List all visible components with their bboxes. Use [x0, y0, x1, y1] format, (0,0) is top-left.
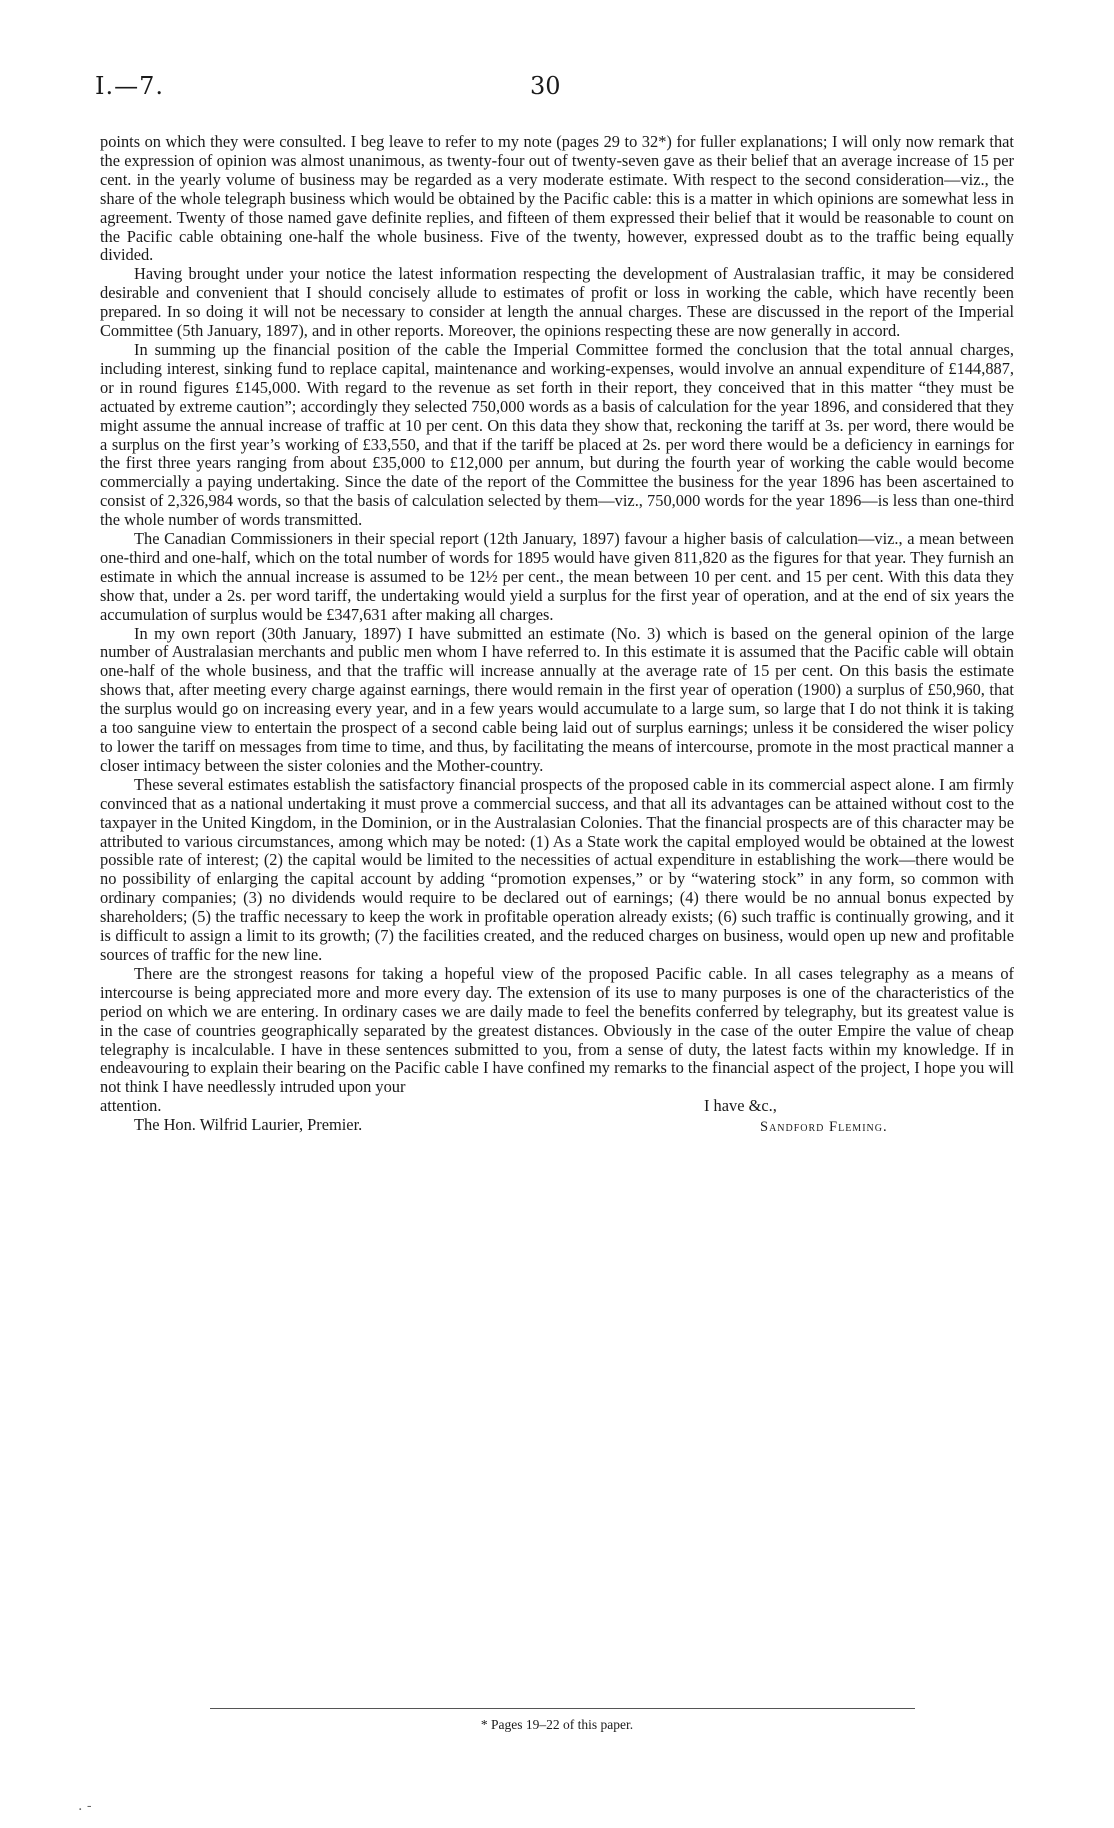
paragraph-traffic: Having brought under your notice the latest information respecting the development of Australasian traffic, it may be considered desirable and convenient that I should concisely allude to estimates of profit or loss in working the cable, which have recently been prepared. In so doing it will not be necessary to consider at length the annual charges. These are discussed in the report of the Imperial Committee (5th January, 1897), and in other reports. Moreover, the opinions respecting these are now generally in accord.: [100, 264, 1014, 341]
paragraph-financial-prospects: These several estimates establish the satisfactory financial prospects of the proposed cable in its commercial aspect alone. I am firmly convinced that as a national undertaking it must prove a commercial success, and that all its advantages can be attained without cost to the taxpayer in the United Kingdom, in the Dominion, or in the Australasian Colonies. That the financial prospects are of this character may be attributed to various circumstances, among which may be noted: (1) As a State work the capital employed would be obtained at the lowest possible rate of interest; (2) the capital would be limited to the necessities of actual expenditure in establishing the work—there would be no possibility of enlarging the capital account by adding “promotion expenses,” or by “watering stock” in any form, so common with ordinary companies; (3) no dividends would require to be declared out of earnings; (4) there would be no annual bonus expected by shareholders; (5) the traffic necessary to keep the work in profitable operation already exists; (6) such traffic is continually growing, and it is difficult to assign a limit to its growth; (7) the facilities created, and the reduced charges on business, would open up new and profitable sources of traffic for the new line.: [100, 774, 1014, 964]
closing-last-word: attention.: [100, 1096, 162, 1116]
section-reference: I.—7.: [95, 72, 165, 100]
paragraph-conclusion: There are the strongest reasons for taking a hopeful view of the proposed Pacific cable. In all cases telegraphy as a means of intercourse is being appreciated more and more every day. The extension of its use to many purposes is one of the characteristics of the period on which we are entering. In ordinary cases we are daily made to feel the benefits conferred by telegraphy, but its greatest value is in the case of countries geographically separated by the greatest distances. Obviously in the case of the outer Empire the value of cheap telegraphy is incalculable. I have in these sentences submitted to you, from a sense of duty, the latest facts within my knowledge. If in endeavouring to explain their bearing on the Pacific cable I have confined my remarks to the financial aspect of the project, I hope you will not think I have needlessly intruded upon your: [100, 963, 1014, 1097]
paragraph-canadian-commissioners: The Canadian Commissioners in their special report (12th January, 1897) favour a higher basis of calculation—viz., a mean between one-third and one-half, which on the total number of words for 1895 would have given 811,820 as the figures for that year. They furnish an estimate in which the annual increase is assumed to be 12½ per cent., the mean between 10 per cent. and 15 per cent. With this data they show that, under a 2s. per word tariff, the undertaking would yield a surplus for the first year of operation, and at the end of six years the accumulation of surplus would be £347,631 after making all charges.: [100, 529, 1014, 624]
stray-marks: . -: [78, 1798, 92, 1814]
paragraph-own-report: In my own report (30th January, 1897) I have submitted an estimate (No. 3) which is based on the general opinion of the large number of Australasian merchants and public men whom I have referred to. In this estimate it is assumed that the Pacific cable will obtain one-half of the whole business, and that the traffic will increase annually at the average rate of 15 per cent. On this basis the estimate shows that, after meeting every charge against earnings, there would remain in the first year of operation (1900) a surplus of £50,960, that the surplus would go on increasing every year, and in a few years would accumulate to a large sum, so large that I do not think it is taking a too sanguine view to entertain the prospect of a second cable being laid out of surplus earnings; unless it be considered the wiser policy to lower the tariff on messages from time to time, and thus, by facilitating the means of intercourse, promote in the most practical manner a closer intimacy between the sister colonies and the Mother-country.: [100, 623, 1014, 775]
addressee: The Hon. Wilfrid Laurier, Premier.: [134, 1115, 363, 1135]
paragraph-continuation: points on which they were consulted. I beg leave to refer to my note (pages 29 to 32*) for fuller explanations; I will only now remark that the expression of opinion was almost unanimous, as twenty-four out of twenty-seven gave as their belief that an average increase of 15 per cent. in the yearly volume of business may be regarded as a very moderate estimate. With respect to the second consideration—viz., the share of the whole telegraph business which would be obtained by the Pacific cable: this is a matter in which opinions are somewhat less in agreement. Twenty of those named gave definite replies, and fifteen of them expressed their belief that it would be reasonable to count on the Pacific cable obtaining one-half the whole business. Five of the twenty, however, expressed doubt as to the traffic being equally divided.: [100, 132, 1015, 265]
signature: Sandford Fleming.: [760, 1119, 888, 1136]
closing-line: [100, 1097, 1014, 1116]
paragraph-imperial-committee: In summing up the financial position of the cable the Imperial Committee formed the conclusion that the total annual charges, including interest, sinking fund to replace capital, maintenance and working-expenses, would involve an annual expenditure of £144,887, or in round figures £145,000. With regard to the revenue as set forth in their report, they conceived that in this matter “they must be actuated by extreme caution”; accordingly they selected 750,000 words as a basis of calculation for the year 1896, and considered that they might assume the annual increase of traffic at 10 per cent. On this data they show that, reckoning the tariff at 3s. per word, there would be a surplus on the first year’s working of £33,550, and that if the tariff be placed at 2s. per word there would be a deficiency in earnings for the first three years ranging from about £35,000 to £12,000 per annum, but during the fourth year of working the cable would become commercially a paying undertaking. Since the date of the report of the Committee the business for the year 1896 has been ascertained to consist of 2,326,984 words, so that the basis of calculation selected by them—viz., 750,000 words for the year 1896—is less than one-third the whole number of words transmitted.: [100, 339, 1014, 530]
footnote: * Pages 19–22 of this paper.: [480, 1717, 634, 1732]
letter-body: [100, 133, 1014, 1137]
valediction: I have &c.,: [704, 1096, 777, 1116]
page-header: [95, 72, 1015, 112]
signature-row: [100, 1116, 1014, 1137]
footnote-divider: [210, 1708, 915, 1709]
page-number: 30: [530, 72, 561, 100]
